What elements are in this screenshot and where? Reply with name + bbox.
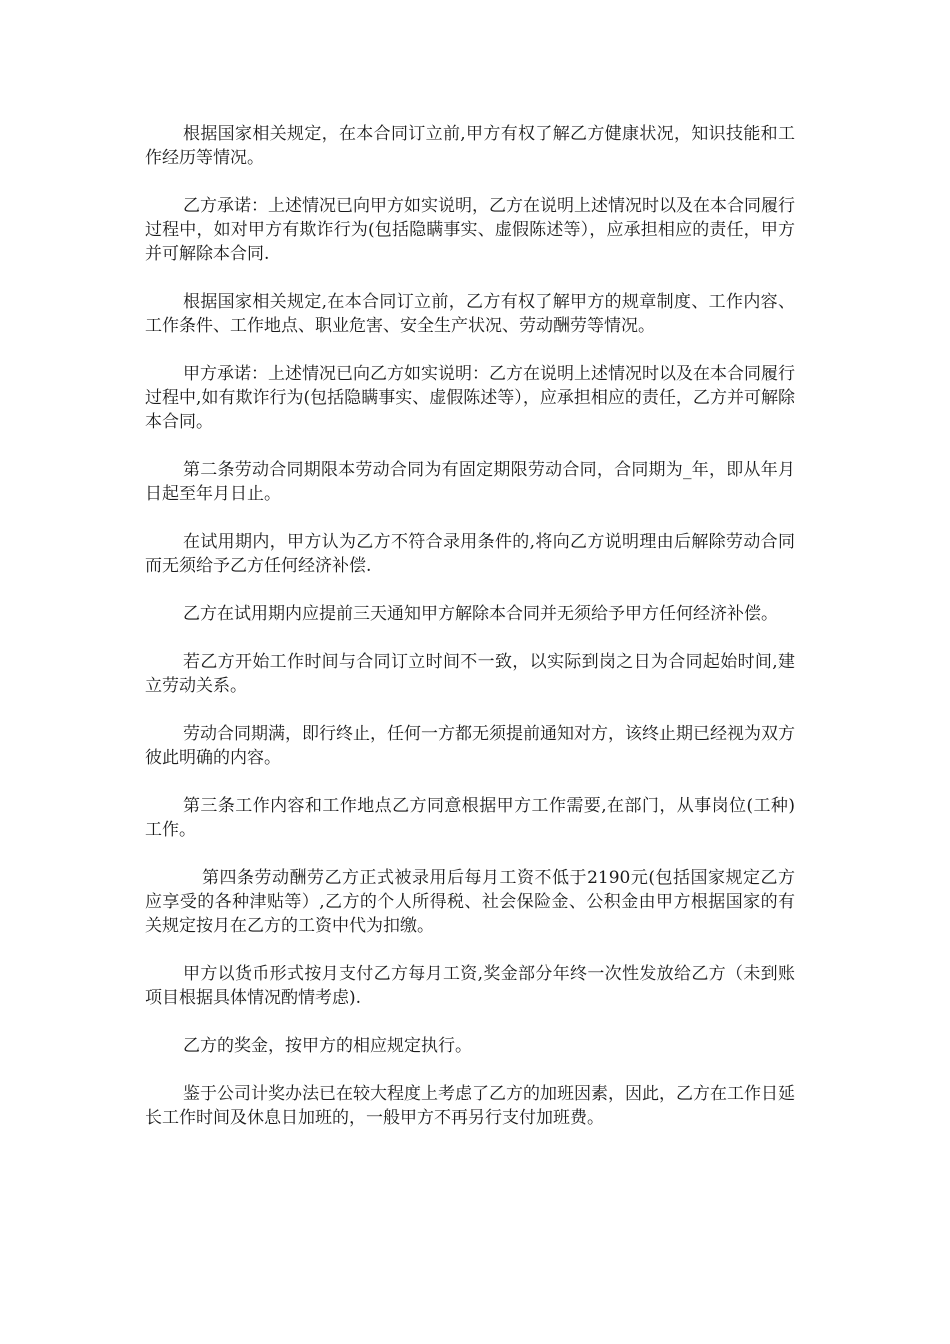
paragraph-health-info: 根据国家相关规定，在本合同订立前,甲方有权了解乙方健康状况，知识技能和工作经历等情况。: [145, 124, 795, 168]
paragraph-party-a-pledge: 甲方承诺：上述情况已向乙方如实说明：乙方在说明上述情况时以及在本合同履行过程中,如有欺诈行为(包括隐瞒事实、虚假陈述等），应承担相应的责任，乙方并可解除本合同。: [145, 364, 795, 432]
paragraph-start-date: 若乙方开始工作时间与合同订立时间不一致，以实际到岗之日为合同起始时间,建立劳动关系。: [145, 652, 795, 696]
paragraph-party-b-pledge: 乙方承诺：上述情况已向甲方如实说明，乙方在说明上述情况时以及在本合同履行过程中，如对甲方有欺诈行为(包括隐瞒事实、虚假陈述等），应承担相应的责任，甲方并可解除本合同.: [145, 196, 795, 264]
paragraph-article-2-term: 第二条劳动合同期限本劳动合同为有固定期限劳动合同，合同期为_年，即从年月日起至年月日止。: [145, 460, 795, 504]
paragraph-article-4-pay: 第四条劳动酬劳乙方正式被录用后每月工资不低于2190元(包括国家规定乙方应享受的各种津贴等）,乙方的个人所得税、社会保险金、公积金由甲方根据国家的有关规定按月在乙方的工资中代为扣缴。: [145, 868, 795, 936]
document-body: [145, 122, 795, 1154]
paragraph-article-3-work: 第三条工作内容和工作地点乙方同意根据甲方工作需要,在部门，从事岗位(工种)工作。: [145, 796, 795, 840]
paragraph-probation-notice: 乙方在试用期内应提前三天通知甲方解除本合同并无须给予甲方任何经济补偿。: [183, 604, 778, 624]
paragraph-bonus: 乙方的奖金，按甲方的相应规定执行。: [183, 1036, 472, 1056]
paragraph-contract-expiry: 劳动合同期满，即行终止，任何一方都无须提前通知对方，该终止期已经视为双方彼此明确的内容。: [145, 724, 795, 768]
paragraph-overtime: 鉴于公司计奖办法已在较大程度上考虑了乙方的加班因素，因此，乙方在工作日延长工作时间及休息日加班的，一般甲方不再另行支付加班费。: [145, 1084, 795, 1128]
paragraph-wage-payment: 甲方以货币形式按月支付乙方每月工资,奖金部分年终一次性发放给乙方（未到账项目根据具体情况酌情考虑).: [145, 964, 795, 1008]
paragraph-party-b-rights: 根据国家相关规定,在本合同订立前，乙方有权了解甲方的规章制度、工作内容、工作条件、工作地点、职业危害、安全生产状况、劳动酬劳等情况。: [145, 292, 795, 336]
paragraph-probation-termination: 在试用期内，甲方认为乙方不符合录用条件的,将向乙方说明理由后解除劳动合同而无须给予乙方任何经济补偿.: [145, 532, 795, 576]
